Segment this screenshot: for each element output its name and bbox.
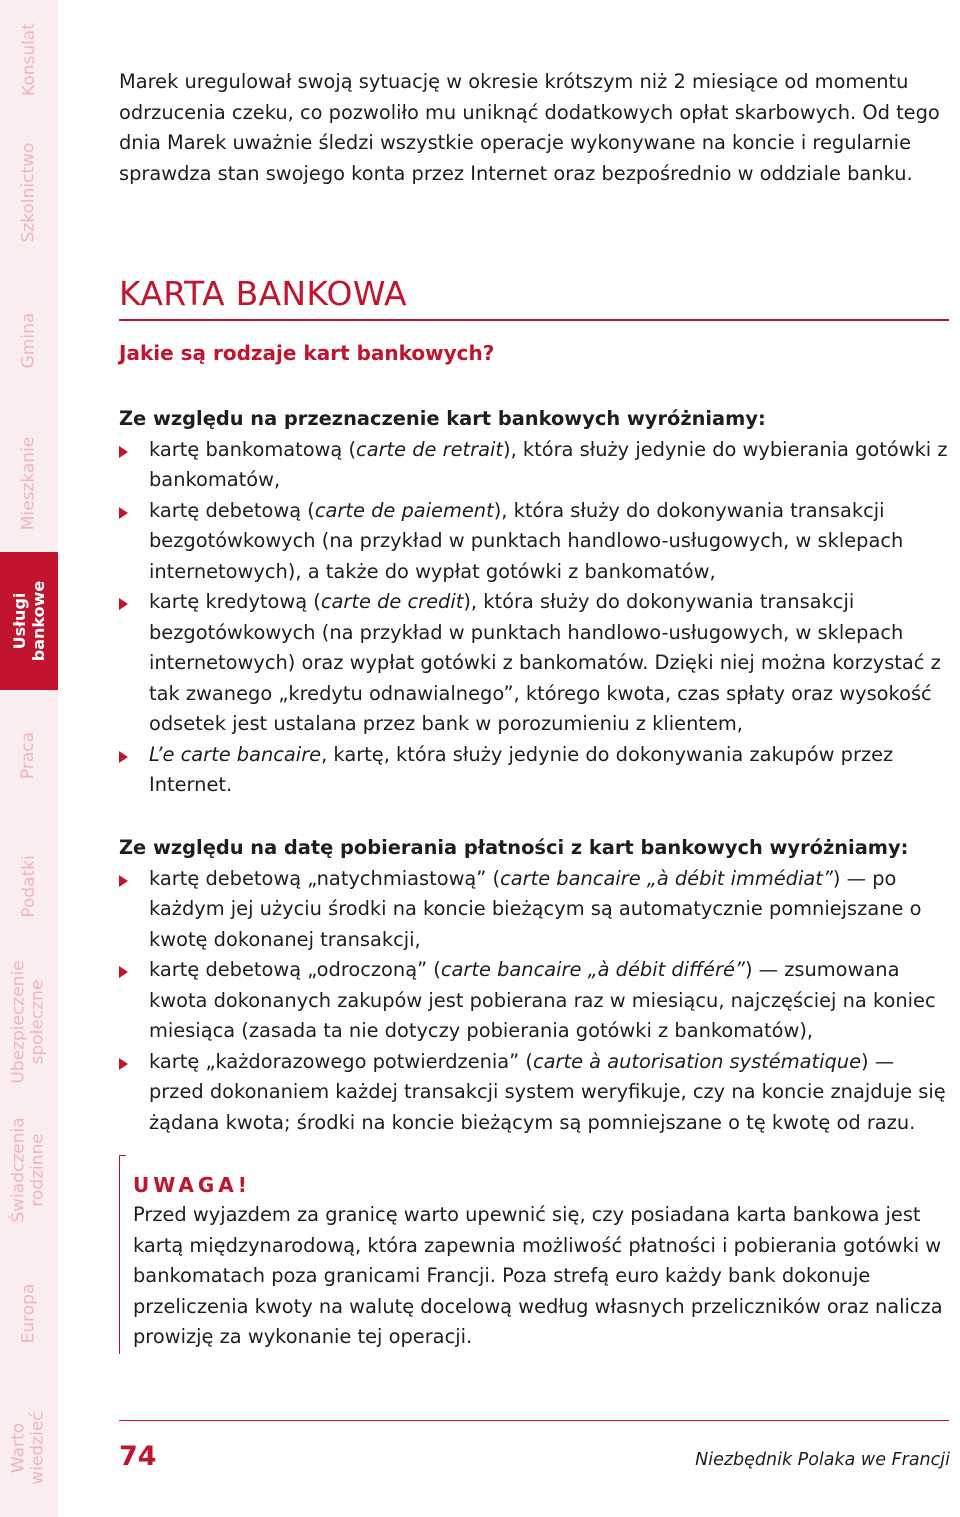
- tab-label: [10, 1117, 48, 1222]
- tab-label: Konsulat: [18, 22, 39, 96]
- card-payment-date-list: [119, 833, 951, 1138]
- section-sidebar: [0, 0, 58, 1517]
- list-heading: Ze względu na datę pobierania płatności z kart bankowych wyróżniamy:: [119, 836, 909, 859]
- tab-mieszkanie[interactable]: [0, 414, 58, 552]
- tab-ubezpieczenie-spoleczne[interactable]: [0, 952, 58, 1092]
- list-item: [119, 1047, 951, 1139]
- item-term: carte bancaire „à débit différé”: [440, 958, 745, 981]
- bullet-arrow-icon: [119, 446, 128, 458]
- tab-uslugi-bankowe[interactable]: [0, 552, 58, 690]
- tab-praca[interactable]: [0, 690, 58, 820]
- tab-gmina[interactable]: [0, 266, 58, 414]
- list-heading: Ze względu na przeznaczenie kart bankowych wyróżniamy:: [119, 407, 766, 430]
- bullet-arrow-icon: [119, 875, 128, 887]
- bullet-arrow-icon: [119, 966, 128, 978]
- item-text: kartę kredytową (: [149, 590, 321, 613]
- section-title: KARTA BANKOWA: [119, 272, 949, 321]
- list-item: [119, 587, 951, 740]
- tab-szkolnictwo[interactable]: [0, 118, 58, 266]
- tab-label-line1: Usługi: [10, 592, 30, 650]
- item-text: kartę bankomatową (: [149, 437, 357, 461]
- item-text: ), która służy do dokonywania transakcji bezgotówkowych (na przykład w punktach handlowo-usługowych, w sklepach internetowych), a także do wypłat gotówki z bankomatów,: [149, 498, 904, 583]
- page-number: 74: [119, 1441, 157, 1472]
- item-text: ), która służy do dokonywania transakcji bezgotówkowych (na przykład w punktach handlowo-usługowych, w sklepach internetowych) oraz wypłat gotówki z bankomatów. Dzięki niej można korzystać z tak zwanego „kredytu odnawialnego”, którego kwota, czas spłaty oraz wysokość odsetek jest ustalana przez bank w porozumieniu z klientem,: [149, 590, 941, 735]
- tab-label-line2: bankowe: [29, 580, 49, 662]
- bullet-arrow-icon: [119, 598, 128, 610]
- item-text: ) — po każdym jej użyciu środki na koncie bieżącym są automatycznie pomniejszane o kwotę dokonanej transakcji,: [149, 866, 922, 951]
- card-purpose-list: [119, 404, 951, 801]
- list-item: [119, 740, 951, 801]
- list-item: [119, 435, 951, 496]
- list-item: [119, 955, 951, 1047]
- tab-label-line2: społeczne: [28, 979, 48, 1065]
- item-term: carte de credit: [320, 590, 464, 613]
- tab-label-line1: Warto: [9, 1422, 29, 1474]
- tab-label: Europa: [18, 1283, 39, 1343]
- warning-title: UWAGA!: [133, 1173, 251, 1197]
- item-term: carte à autorisation systématique: [532, 1049, 862, 1073]
- item-term: carte de retrait: [356, 437, 503, 461]
- warning-frame: [119, 1155, 126, 1354]
- item-term: L’e carte bancaire: [149, 742, 322, 766]
- tab-label-line2: wiedzieć: [28, 1411, 48, 1485]
- tab-label: [10, 1411, 48, 1484]
- item-text: kartę debetową „natychmiastową” (: [149, 866, 501, 890]
- item-text: ) — przed dokonaniem każdej transakcji system weryfikuje, czy na koncie znajduje się żądana kwota; środki na koncie bieżącym są pomniejszane o tę kwotę od razu.: [149, 1049, 946, 1134]
- item-term: carte de paiement: [314, 498, 494, 522]
- bullet-arrow-icon: [119, 507, 128, 519]
- warning-text: Przed wyjazdem za granicę warto upewnić się, czy posiadana karta bankowa jest kartą międzynarodową, która zapewnia możliwość płatności i pobierania gotówki w bankomatach poza granicami Francji. Poza strefą euro każdy bank dokonuje przeliczenia kwoty na walutę docelową według własnych przeliczników oraz nalicza prowizję za wykonanie tej operacji.: [133, 1203, 943, 1348]
- item-text: , kartę, która służy jedynie do dokonywania zakupów przez Internet.: [149, 742, 894, 796]
- tab-label-line2: rodzinne: [28, 1133, 48, 1207]
- tab-label: [10, 960, 48, 1083]
- tab-label: Podatki: [18, 854, 39, 918]
- intro-paragraph: Marek uregulował swoją sytuację w okresie krótszym niż 2 miesiące od momentu odrzucenia czeku, co pozwoliło mu uniknąć dodatkowych opłat skarbowych. Od tego dnia Marek uważnie śledzi wszystkie operacje wykonywane na koncie i regularnie sprawdza stan swojego konta przez Internet oraz bezpośrednio w oddziale banku.: [119, 70, 940, 185]
- item-text: ), która służy jedynie do wybierania gotówki z bankomatów,: [149, 437, 948, 491]
- tab-label: Gmina: [18, 312, 39, 368]
- tab-konsulat[interactable]: [0, 0, 58, 118]
- book-title: Niezbędnik Polaka we Francji: [695, 1450, 950, 1470]
- tab-label-line1: Ubezpieczenie: [9, 960, 29, 1084]
- tab-europa[interactable]: [0, 1248, 58, 1378]
- tab-swiadczenia-rodzinne[interactable]: [0, 1092, 58, 1248]
- bullet-arrow-icon: [119, 1058, 128, 1070]
- tab-label-line1: Świadczenia: [9, 1117, 29, 1223]
- list-item: [119, 496, 951, 588]
- item-term: carte bancaire „à débit immédiat”: [500, 866, 833, 890]
- section-subtitle: Jakie są rodzaje kart bankowych?: [119, 341, 495, 365]
- item-text: kartę debetową „odroczoną” (: [149, 958, 441, 981]
- item-text: kartę „każdorazowego potwierdzenia” (: [149, 1049, 533, 1073]
- list-item: [119, 864, 951, 956]
- item-text: ) — zsumowana kwota dokonanych zakupów jest pobierana raz w miesiącu, najczęściej na koniec miesiąca (zasada ta nie dotyczy pobierania gotówki z bankomatów),: [149, 958, 936, 1042]
- tab-warto-wiedziec[interactable]: [0, 1390, 58, 1506]
- footer-divider: [119, 1420, 949, 1421]
- tab-label: Mieszkanie: [18, 436, 39, 530]
- tab-podatki[interactable]: [0, 820, 58, 952]
- item-text: kartę debetową (: [149, 498, 315, 522]
- tab-label: Szkolnictwo: [18, 142, 39, 242]
- bullet-arrow-icon: [119, 751, 128, 763]
- tab-label: Praca: [18, 731, 39, 779]
- tab-label: [10, 581, 48, 661]
